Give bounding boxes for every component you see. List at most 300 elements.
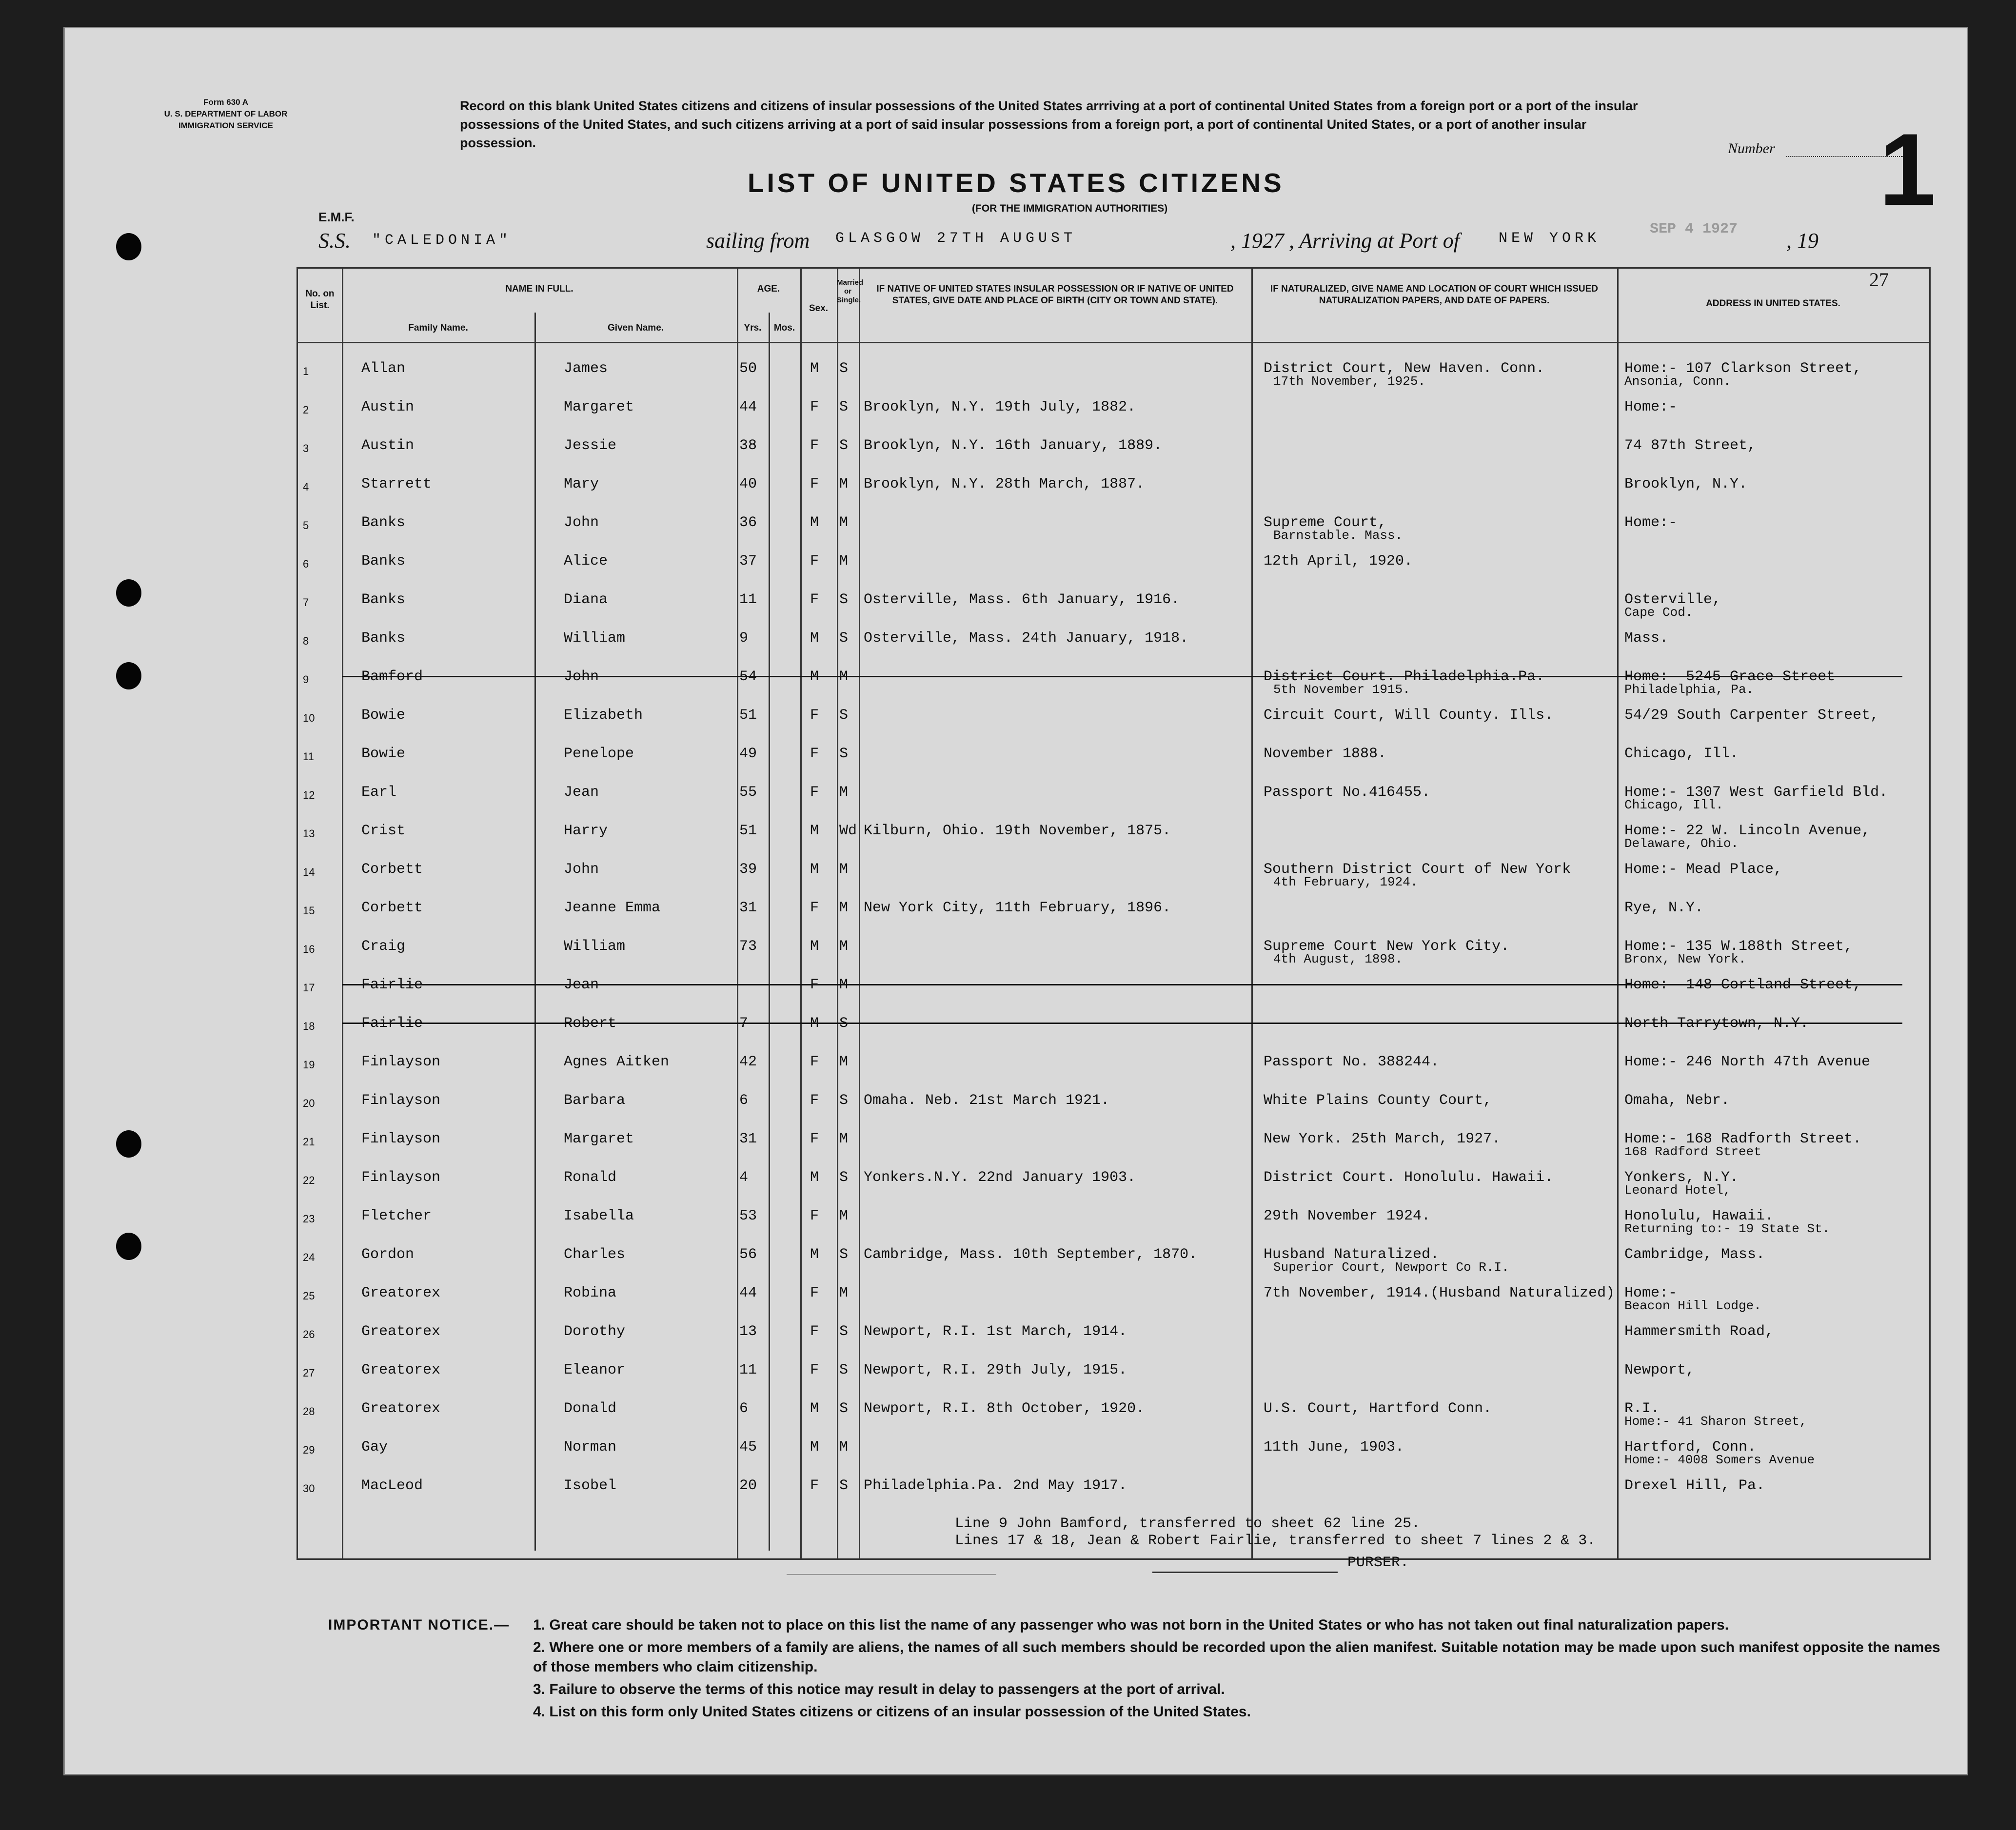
departure: GLASGOW 27TH AUGUST bbox=[835, 230, 1077, 247]
table-row bbox=[298, 655, 1929, 697]
table-row bbox=[298, 1310, 1929, 1348]
cell-ms: M bbox=[839, 553, 849, 570]
cell-sex: F bbox=[810, 1131, 819, 1147]
cell-no: 27 bbox=[303, 1367, 315, 1379]
cell-addr1: Chicago, Ill. bbox=[1624, 746, 1739, 762]
cell-given: Margaret bbox=[564, 1131, 634, 1147]
cell-family: Banks bbox=[361, 514, 406, 531]
cell-no: 13 bbox=[303, 827, 315, 840]
form-identifier bbox=[128, 97, 323, 132]
cell-addr2: Home:- 41 Sharon Street, bbox=[1624, 1414, 1807, 1429]
cell-sex: F bbox=[810, 399, 819, 415]
cell-given: John bbox=[564, 669, 599, 685]
cell-family: Fairlie bbox=[361, 977, 423, 993]
cell-given: Penelope bbox=[564, 746, 634, 762]
cell-age: 44 bbox=[739, 399, 757, 415]
cell-given: Jean bbox=[564, 784, 599, 801]
cell-ms: M bbox=[839, 1285, 849, 1301]
header-mos: Mos. bbox=[773, 323, 795, 333]
cell-sex: F bbox=[810, 977, 819, 993]
cell-ms: S bbox=[839, 707, 849, 724]
header-divider bbox=[298, 342, 1929, 343]
cell-sex: F bbox=[810, 784, 819, 801]
cell-ms: S bbox=[839, 591, 849, 608]
cell-sex: M bbox=[810, 861, 819, 878]
cell-age: 38 bbox=[739, 437, 757, 454]
cell-no: 5 bbox=[303, 519, 309, 531]
arriving-label: , Arriving at Port of bbox=[1289, 229, 1460, 253]
cell-family: Finlayson bbox=[361, 1131, 441, 1147]
cell-addr1: Drexel Hill, Pa. bbox=[1624, 1477, 1765, 1494]
cell-age: 4 bbox=[739, 1169, 749, 1186]
notice-item: 4. List on this form only United States citizens or citizens of an insular possession of the United States. bbox=[533, 1704, 1251, 1720]
cell-addr1: Home:- bbox=[1624, 514, 1678, 531]
cell-sex: F bbox=[810, 707, 819, 724]
cell-addr1: Hartford, Conn. bbox=[1624, 1439, 1757, 1456]
cell-nat1: Passport No. 388244. bbox=[1264, 1054, 1440, 1070]
cell-ms: S bbox=[839, 1362, 849, 1378]
cell-addr1: North Tarrytown, N.Y. bbox=[1624, 1015, 1809, 1032]
cell-family: Finlayson bbox=[361, 1054, 441, 1070]
table-row bbox=[298, 1425, 1929, 1467]
inspector-signature bbox=[787, 1550, 996, 1575]
cell-ms: S bbox=[839, 746, 849, 762]
cell-birth: Brooklyn, N.Y. 16th January, 1889. bbox=[864, 437, 1163, 454]
cell-no: 7 bbox=[303, 596, 309, 609]
cell-addr1: Home:- 246 North 47th Avenue bbox=[1624, 1054, 1871, 1070]
cell-sex: F bbox=[810, 1054, 819, 1070]
cell-nat1: District Court. Honolulu. Hawaii. bbox=[1264, 1169, 1554, 1186]
cell-age: 11 bbox=[739, 591, 757, 608]
cell-addr1: 54/29 South Carpenter Street, bbox=[1624, 707, 1879, 724]
cell-given: Harry bbox=[564, 823, 608, 839]
cell-addr1: R.I. bbox=[1624, 1400, 1660, 1417]
cell-nat1: New York. 25th March, 1927. bbox=[1264, 1131, 1501, 1147]
cell-ms: Wd bbox=[839, 823, 857, 839]
cell-given: Isabella bbox=[564, 1208, 634, 1224]
cell-age: 6 bbox=[739, 1400, 749, 1417]
cell-sex: M bbox=[810, 1246, 819, 1263]
cell-birth: Newport, R.I. 8th October, 1920. bbox=[864, 1400, 1145, 1417]
table-row bbox=[298, 847, 1929, 889]
passenger-table bbox=[296, 267, 1931, 1560]
cell-family: Banks bbox=[361, 553, 406, 570]
cell-birth: Brooklyn, N.Y. 28th March, 1887. bbox=[864, 476, 1145, 492]
cell-no: 17 bbox=[303, 982, 315, 994]
cell-addr1: Home:- bbox=[1624, 399, 1678, 415]
cell-nat2: 5th November 1915. bbox=[1273, 682, 1410, 697]
cell-family: MacLeod bbox=[361, 1477, 423, 1494]
cell-nat1: Southern District Court of New York bbox=[1264, 861, 1571, 878]
cell-no: 1 bbox=[303, 365, 309, 377]
cell-addr2: 168 Radford Street bbox=[1624, 1144, 1761, 1159]
cell-addr2: Returning to:- 19 State St. bbox=[1624, 1221, 1830, 1236]
cell-no: 28 bbox=[303, 1405, 315, 1417]
cell-addr2: Cape Cod. bbox=[1624, 605, 1693, 620]
cell-ms: M bbox=[839, 669, 849, 685]
table-row bbox=[298, 1271, 1929, 1313]
strike-line bbox=[342, 1023, 1902, 1024]
cell-age: 51 bbox=[739, 707, 757, 724]
cell-age: 55 bbox=[739, 784, 757, 801]
cell-ms: S bbox=[839, 399, 849, 415]
cell-family: Gordon bbox=[361, 1246, 415, 1263]
table-row bbox=[298, 616, 1929, 655]
cell-age: 7 bbox=[739, 1015, 749, 1032]
cell-given: Jessie bbox=[564, 437, 617, 454]
cell-addr1: Brooklyn, N.Y. bbox=[1624, 476, 1748, 492]
cell-given: Diana bbox=[564, 591, 608, 608]
table-row bbox=[298, 1156, 1929, 1198]
cell-family: Greatorex bbox=[361, 1400, 441, 1417]
cell-sex: F bbox=[810, 900, 819, 916]
arrival-port: NEW YORK bbox=[1499, 230, 1601, 247]
cell-addr2: Ansonia, Conn. bbox=[1624, 374, 1731, 389]
cell-age: 31 bbox=[739, 1131, 757, 1147]
cell-addr1: Rye, N.Y. bbox=[1624, 900, 1704, 916]
page-subtitle: (FOR THE IMMIGRATION AUTHORITIES) bbox=[972, 203, 1168, 214]
table-row bbox=[298, 539, 1929, 578]
table-row bbox=[298, 925, 1929, 966]
cell-family: Banks bbox=[361, 630, 406, 647]
cell-given: Mary bbox=[564, 476, 599, 492]
cell-family: Corbett bbox=[361, 861, 423, 878]
cell-addr2: Home:- 4008 Somers Avenue bbox=[1624, 1453, 1815, 1467]
cell-family: Corbett bbox=[361, 900, 423, 916]
table-row bbox=[298, 1194, 1929, 1236]
cell-ms: M bbox=[839, 1054, 849, 1070]
cell-given: Ronald bbox=[564, 1169, 617, 1186]
cell-nat1: Supreme Court New York City. bbox=[1264, 938, 1510, 955]
cell-addr2: Philadelphia, Pa. bbox=[1624, 682, 1754, 697]
cell-sex: F bbox=[810, 746, 819, 762]
cell-no: 25 bbox=[303, 1290, 315, 1302]
year-suffix: , 19 bbox=[1786, 229, 1818, 253]
cell-sex: F bbox=[810, 437, 819, 454]
cell-family: Bowie bbox=[361, 746, 406, 762]
cell-given: Norman bbox=[564, 1439, 617, 1456]
cell-age: 54 bbox=[739, 669, 757, 685]
cell-family: Fairlie bbox=[361, 1015, 423, 1032]
cell-sex: M bbox=[810, 823, 819, 839]
cell-given: Jeanne Emma bbox=[564, 900, 661, 916]
cell-nat2: 4th August, 1898. bbox=[1273, 952, 1403, 966]
cell-given: Jean bbox=[564, 977, 599, 993]
cell-family: Allan bbox=[361, 360, 406, 377]
cell-addr2: Delaware, Ohio. bbox=[1624, 836, 1739, 851]
cell-family: Banks bbox=[361, 591, 406, 608]
cell-no: 16 bbox=[303, 943, 315, 955]
header-family: Family Name. bbox=[408, 323, 468, 333]
table-row bbox=[298, 693, 1929, 732]
header-age: AGE. bbox=[757, 284, 780, 294]
department: U. S. DEPARTMENT OF LABOR bbox=[164, 109, 288, 118]
cell-no: 26 bbox=[303, 1328, 315, 1340]
cell-sex: F bbox=[810, 591, 819, 608]
cell-ms: S bbox=[839, 1477, 849, 1494]
cell-given: William bbox=[564, 630, 626, 647]
transfer-note: Line 9 John Bamford, transferred to sheet 62 line 25. bbox=[955, 1515, 1421, 1532]
cell-addr1: Home:- bbox=[1624, 1285, 1678, 1301]
table-row bbox=[298, 424, 1929, 462]
cell-addr2: Bronx, New York. bbox=[1624, 952, 1746, 966]
ss-label: S.S. bbox=[318, 229, 351, 253]
cell-ms: M bbox=[839, 1208, 849, 1224]
cell-given: Barbara bbox=[564, 1092, 626, 1109]
cell-ms: S bbox=[839, 1246, 849, 1263]
cell-ms: S bbox=[839, 1323, 849, 1340]
cell-sex: M bbox=[810, 630, 819, 647]
table-row bbox=[298, 809, 1929, 851]
cell-no: 12 bbox=[303, 789, 315, 801]
cell-age: 42 bbox=[739, 1054, 757, 1070]
cell-family: Starrett bbox=[361, 476, 432, 492]
cell-addr1: Newport, bbox=[1624, 1362, 1695, 1378]
cell-no: 22 bbox=[303, 1174, 315, 1186]
cell-addr1: Hammersmith Road, bbox=[1624, 1323, 1774, 1340]
punch-hole bbox=[116, 662, 141, 689]
cell-sex: M bbox=[810, 360, 819, 377]
cell-age: 40 bbox=[739, 476, 757, 492]
table-row bbox=[298, 886, 1929, 925]
cell-given: William bbox=[564, 938, 626, 955]
cell-sex: F bbox=[810, 1285, 819, 1301]
notice-items bbox=[533, 1615, 1947, 1725]
cell-sex: F bbox=[810, 553, 819, 570]
table-row bbox=[298, 1348, 1929, 1387]
cell-addr1: Honolulu, Hawaii. bbox=[1624, 1208, 1774, 1224]
cell-birth: Brooklyn, N.Y. 19th July, 1882. bbox=[864, 399, 1136, 415]
sheet-number: 1 bbox=[1879, 112, 1936, 227]
cell-given: Agnes Aitken bbox=[564, 1054, 670, 1070]
cell-birth: Yonkers.N.Y. 22nd January 1903. bbox=[864, 1169, 1136, 1186]
cell-no: 10 bbox=[303, 712, 315, 724]
cell-family: Fletcher bbox=[361, 1208, 432, 1224]
cell-nat1: Supreme Court, bbox=[1264, 514, 1387, 531]
cell-birth: Philadelphia.Pa. 2nd May 1917. bbox=[864, 1477, 1127, 1494]
cell-age: 45 bbox=[739, 1439, 757, 1456]
cell-sex: F bbox=[810, 1323, 819, 1340]
cell-ms: S bbox=[839, 360, 849, 377]
punch-hole bbox=[116, 1233, 141, 1260]
cell-family: Finlayson bbox=[361, 1169, 441, 1186]
year-departure: , 1927 bbox=[1230, 229, 1284, 253]
cell-family: Crist bbox=[361, 823, 406, 839]
header-naturalized: IF NATURALIZED, GIVE NAME AND LOCATION OF COURT WHICH ISSUED NATURALIZATION PAPERS, AND DATE OF PAPERS. bbox=[1270, 284, 1598, 306]
header-sex: Sex. bbox=[809, 303, 829, 314]
cell-sex: F bbox=[810, 1208, 819, 1224]
cell-addr1: 74 87th Street, bbox=[1624, 437, 1757, 454]
cell-no: 15 bbox=[303, 905, 315, 917]
cell-age: 6 bbox=[739, 1092, 749, 1109]
table-row bbox=[298, 1002, 1929, 1040]
cell-nat1: District Court. Philadelphia.Pa. bbox=[1264, 669, 1545, 685]
cell-sex: M bbox=[810, 938, 819, 955]
cell-given: John bbox=[564, 514, 599, 531]
punch-hole bbox=[116, 579, 141, 607]
punch-hole bbox=[116, 1130, 141, 1158]
cell-given: Donald bbox=[564, 1400, 617, 1417]
cell-no: 6 bbox=[303, 558, 309, 570]
cell-ms: S bbox=[839, 1015, 849, 1032]
cell-addr1: Home:- 168 Radforth Street. bbox=[1624, 1131, 1862, 1147]
cell-addr1: Osterville, bbox=[1624, 591, 1721, 608]
cell-ms: M bbox=[839, 476, 849, 492]
cell-addr1: Home:- 1307 West Garfield Bld. bbox=[1624, 784, 1888, 801]
cell-addr1: Home:- 22 W. Lincoln Avenue, bbox=[1624, 823, 1871, 839]
cell-age: 51 bbox=[739, 823, 757, 839]
cell-ms: M bbox=[839, 784, 849, 801]
number-label: Number bbox=[1728, 140, 1775, 157]
header-given: Given Name. bbox=[607, 323, 664, 333]
cell-nat1: District Court, New Haven. Conn. bbox=[1264, 360, 1545, 377]
cell-birth: Omaha. Neb. 21st March 1921. bbox=[864, 1092, 1110, 1109]
cell-family: Craig bbox=[361, 938, 406, 955]
cell-birth: Newport, R.I. 29th July, 1915. bbox=[864, 1362, 1127, 1378]
cell-nat2: Superior Court, Newport Co R.I. bbox=[1273, 1260, 1509, 1275]
cell-given: Dorothy bbox=[564, 1323, 626, 1340]
cell-no: 8 bbox=[303, 635, 309, 647]
cell-family: Greatorex bbox=[361, 1362, 441, 1378]
cell-birth: Kilburn, Ohio. 19th November, 1875. bbox=[864, 823, 1171, 839]
cell-nat2: 4th February, 1924. bbox=[1273, 875, 1418, 889]
cell-age: 36 bbox=[739, 514, 757, 531]
cell-nat1: Husband Naturalized. bbox=[1264, 1246, 1440, 1263]
strike-line bbox=[342, 676, 1902, 677]
cell-age: 39 bbox=[739, 861, 757, 878]
cell-given: Elizabeth bbox=[564, 707, 643, 724]
cell-no: 23 bbox=[303, 1213, 315, 1225]
cell-sex: F bbox=[810, 1477, 819, 1494]
table-row bbox=[298, 1079, 1929, 1117]
cell-ms: M bbox=[839, 900, 849, 916]
cell-given: Alice bbox=[564, 553, 608, 570]
cell-family: Bamford bbox=[361, 669, 423, 685]
cell-addr1: Home:- 5245 Grace Street bbox=[1624, 669, 1836, 685]
cell-family: Bowie bbox=[361, 707, 406, 724]
cell-age: 50 bbox=[739, 360, 757, 377]
cell-birth: Cambridge, Mass. 10th September, 1870. bbox=[864, 1246, 1198, 1263]
cell-age: 49 bbox=[739, 746, 757, 762]
cell-ms: M bbox=[839, 1131, 849, 1147]
cell-age: 37 bbox=[739, 553, 757, 570]
instructions-text: Record on this blank United States citizens and citizens of insular possessions of the United States arrriving at a port of continental United States from a foreign port or a port of the insular possessions of the United States, and such citizens arriving at a port of said insular possessions from a foreign port, a port of continental United States, or a port of another insular possession. bbox=[460, 98, 1638, 150]
cell-nat1: Passport No.416455. bbox=[1264, 784, 1431, 801]
cell-birth: Newport, R.I. 1st March, 1914. bbox=[864, 1323, 1127, 1340]
cell-no: 4 bbox=[303, 481, 309, 493]
cell-nat1: 12th April, 1920. bbox=[1264, 553, 1413, 570]
cell-addr1: Home:- 148 Cortland Street, bbox=[1624, 977, 1862, 993]
table-row bbox=[298, 385, 1929, 424]
sailing-label: sailing from bbox=[706, 229, 810, 253]
cell-ms: M bbox=[839, 514, 849, 531]
cell-given: Eleanor bbox=[564, 1362, 626, 1378]
cell-nat2: Barnstable. Mass. bbox=[1273, 528, 1403, 543]
table-row bbox=[298, 347, 1929, 389]
header-birth: IF NATIVE OF UNITED STATES INSULAR POSSESSION OR IF NATIVE OF UNITED STATES, GIVE DATE AND PLACE OF BIRTH (CITY OR TOWN AND STATE). bbox=[876, 284, 1234, 306]
cell-family: Austin bbox=[361, 437, 415, 454]
cell-addr2: Beacon Hill Lodge. bbox=[1624, 1299, 1761, 1313]
cell-given: Isobel bbox=[564, 1477, 617, 1494]
cell-age: 56 bbox=[739, 1246, 757, 1263]
cell-no: 30 bbox=[303, 1482, 315, 1495]
cell-family: Greatorex bbox=[361, 1285, 441, 1301]
cell-sex: F bbox=[810, 1362, 819, 1378]
notice-item: 3. Failure to observe the terms of this notice may result in delay to passengers at the port of arrival. bbox=[533, 1681, 1225, 1697]
cell-no: 18 bbox=[303, 1020, 315, 1032]
cell-nat1: U.S. Court, Hartford Conn. bbox=[1264, 1400, 1492, 1417]
cell-no: 2 bbox=[303, 404, 309, 416]
cell-no: 21 bbox=[303, 1136, 315, 1148]
cell-given: Charles bbox=[564, 1246, 626, 1263]
table-row bbox=[298, 770, 1929, 812]
table-row bbox=[298, 578, 1929, 620]
table-row bbox=[298, 963, 1929, 1002]
cell-age: 20 bbox=[739, 1477, 757, 1494]
header-name: NAME IN FULL. bbox=[505, 284, 573, 294]
cell-no: 24 bbox=[303, 1251, 315, 1263]
cell-ms: S bbox=[839, 1400, 849, 1417]
cell-ms: M bbox=[839, 861, 849, 878]
cell-sex: F bbox=[810, 476, 819, 492]
cell-given: Robina bbox=[564, 1285, 617, 1301]
notice-item: 1. Great care should be taken not to place on this list the name of any passenger who was not born in the United States or who has not taken out final naturalization papers. bbox=[533, 1617, 1729, 1633]
table-row bbox=[298, 732, 1929, 770]
cell-no: 11 bbox=[303, 750, 314, 763]
cell-no: 14 bbox=[303, 866, 315, 878]
cell-family: Gay bbox=[361, 1439, 388, 1456]
cell-age: 73 bbox=[739, 938, 757, 955]
cell-no: 19 bbox=[303, 1059, 315, 1071]
cell-birth: Osterville, Mass. 6th January, 1916. bbox=[864, 591, 1180, 608]
cell-nat1: White Plains County Court, bbox=[1264, 1092, 1492, 1109]
cell-ms: M bbox=[839, 1439, 849, 1456]
cell-birth: New York City, 11th February, 1896. bbox=[864, 900, 1171, 916]
cell-age: 13 bbox=[739, 1323, 757, 1340]
cell-family: Greatorex bbox=[361, 1323, 441, 1340]
cell-family: Earl bbox=[361, 784, 397, 801]
cell-age: 11 bbox=[739, 1362, 757, 1378]
table-row bbox=[298, 1233, 1929, 1275]
cell-ms: S bbox=[839, 1169, 849, 1186]
cell-given: Margaret bbox=[564, 399, 634, 415]
cell-addr1: Yonkers, N.Y. bbox=[1624, 1169, 1739, 1186]
header-yrs: Yrs. bbox=[744, 323, 762, 333]
table-row bbox=[298, 1387, 1929, 1429]
form-number: Form 630 A bbox=[203, 98, 248, 107]
date-stamp: SEP 4 1927 bbox=[1650, 221, 1738, 237]
cell-no: 3 bbox=[303, 442, 309, 454]
cell-ms: M bbox=[839, 977, 849, 993]
cell-addr1: Home:- 107 Clarkson Street, bbox=[1624, 360, 1862, 377]
notice-heading: IMPORTANT NOTICE.— bbox=[328, 1617, 510, 1633]
page-title: LIST OF UNITED STATES CITIZENS bbox=[748, 168, 1285, 198]
cell-nat1: Circuit Court, Will County. Ills. bbox=[1264, 707, 1554, 724]
cell-sex: M bbox=[810, 1015, 819, 1032]
cell-addr2: Chicago, Ill. bbox=[1624, 798, 1723, 812]
cell-ms: M bbox=[839, 938, 849, 955]
page-number: 27 bbox=[1869, 269, 1889, 291]
notice-item: 2. Where one or more members of a family are aliens, the names of all such members should be recorded upon the alien manifest. Suitable notation may be made upon such manifest opposite the names of those members who claim citizenship. bbox=[533, 1639, 1940, 1675]
cell-sex: M bbox=[810, 669, 819, 685]
cell-addr1: Omaha, Nebr. bbox=[1624, 1092, 1730, 1109]
cell-addr2: Leonard Hotel, bbox=[1624, 1183, 1731, 1198]
cell-sex: M bbox=[810, 1439, 819, 1456]
header-married: Married or Single. bbox=[837, 278, 864, 304]
cell-ms: S bbox=[839, 437, 849, 454]
service: IMMIGRATION SERVICE bbox=[178, 121, 273, 130]
strike-line bbox=[342, 984, 1902, 985]
